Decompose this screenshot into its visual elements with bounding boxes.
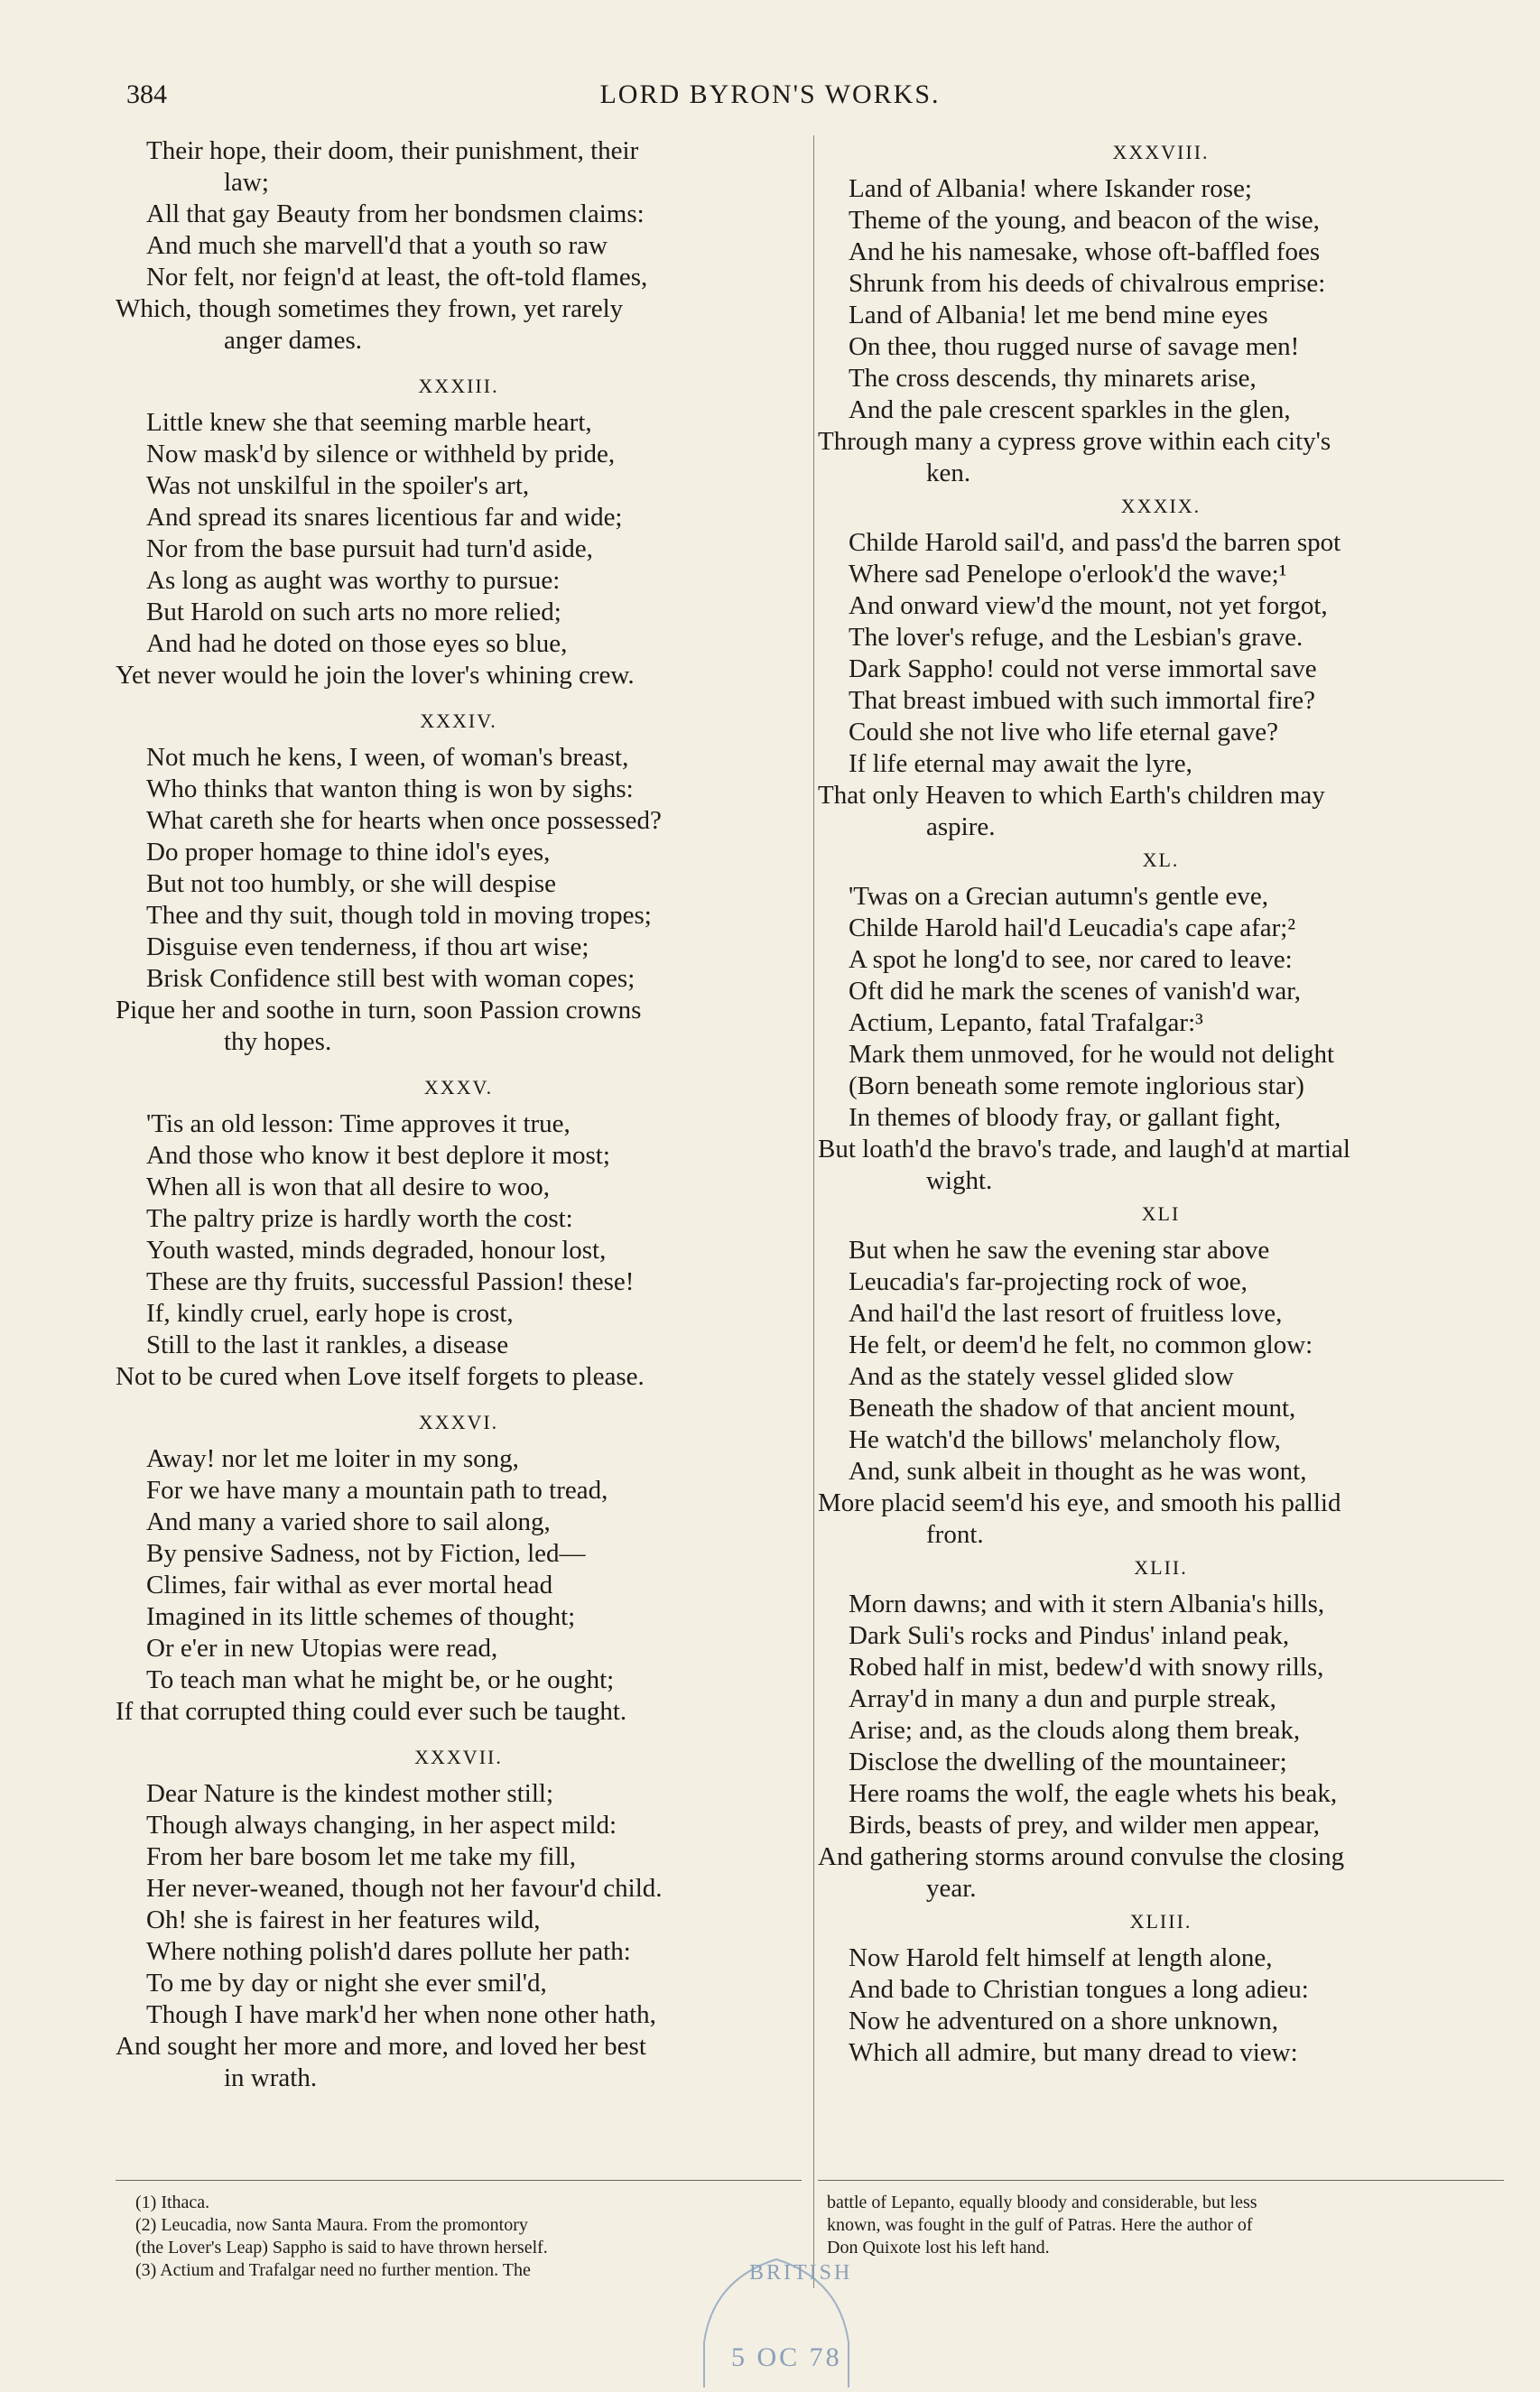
poem-line: By pensive Sadness, not by Fiction, led—	[146, 1539, 586, 1568]
poem-line: That breast imbued with such immortal fire?	[849, 686, 1316, 715]
stanza-xxxiv	[116, 709, 802, 1058]
stanza-xxxix	[818, 495, 1504, 843]
stanza-xxxiii	[116, 375, 802, 691]
poem-line: If life eternal may await the lyre,	[849, 749, 1192, 778]
poem-line: Youth wasted, minds degraded, honour lost,	[146, 1236, 607, 1265]
poem-line: And many a varied shore to sail along,	[146, 1507, 551, 1536]
poem-line: Oft did he mark the scenes of vanish'd war,	[849, 977, 1301, 1006]
poem-line: To teach man what he might be, or he ought;	[146, 1665, 615, 1694]
poem-line: Though always changing, in her aspect mild:	[146, 1811, 617, 1840]
stanza-xlii	[818, 1556, 1504, 1905]
stanza-numeral: XLIII.	[1129, 1910, 1192, 1933]
poem-line: ken.	[926, 459, 971, 487]
poem-line: These are thy fruits, successful Passion! these!	[146, 1267, 635, 1296]
poem-line: Do proper homage to thine idol's eyes,	[146, 838, 551, 867]
poem-line: Away! nor let me loiter in my song,	[146, 1444, 519, 1473]
poem-line: And bade to Christian tongues a long adieu:	[849, 1975, 1309, 2004]
stanza-xxxvii	[116, 1746, 802, 2094]
stanza-numeral: XL.	[1142, 848, 1180, 871]
poem-line: Or e'er in new Utopias were read,	[146, 1634, 498, 1663]
poem-line: Their hope, their doom, their punishment, their	[146, 136, 639, 165]
poem-line: Land of Albania! where Iskander rose;	[849, 174, 1252, 203]
poem-line: But Harold on such arts no more relied;	[146, 598, 561, 626]
poem-line: anger dames.	[224, 326, 362, 355]
poem-line: And the pale crescent sparkles in the glen,	[849, 395, 1291, 424]
poem-line: And onward view'd the mount, not yet forgot,	[849, 591, 1328, 620]
poem-line: Leucadia's far-projecting rock of woe,	[849, 1267, 1248, 1296]
poem-line: Theme of the young, and beacon of the wise,	[849, 206, 1320, 235]
poem-line: But not too humbly, or she will despise	[146, 869, 557, 898]
poem-line: On thee, thou rugged nurse of savage men!	[849, 332, 1300, 361]
poem-line: Which all admire, but many dread to view:	[849, 2038, 1298, 2067]
stanza-numeral: XXXV.	[423, 1076, 494, 1099]
poem-line: Her never-weaned, though not her favour'd child.	[146, 1874, 663, 1903]
poem-line: And much she marvell'd that a youth so raw	[146, 231, 608, 260]
poem-line: 'Twas on a Grecian autumn's gentle eve,	[849, 882, 1269, 911]
poem-line: And spread its snares licentious far and wide;	[146, 503, 623, 532]
poem-line: What careth she for hearts when once possessed?	[146, 806, 662, 835]
poem-line: From her bare bosom let me take my fill,	[146, 1842, 576, 1871]
poem-line: To me by day or night she ever smil'd,	[146, 1969, 547, 1998]
poem-line: Childe Harold hail'd Leucadia's cape afar;²	[849, 913, 1296, 942]
poem-line: Where nothing polish'd dares pollute her path:	[146, 1937, 631, 1966]
poem-line: All that gay Beauty from her bondsmen claims:	[146, 199, 645, 228]
stamp-date: 5 OC 78	[731, 2342, 842, 2372]
poem-line: Which, though sometimes they frown, yet rarely	[116, 294, 624, 323]
poem-line: front.	[926, 1520, 984, 1549]
poem-line: And gathering storms around convulse the closing	[818, 1842, 1345, 1871]
poem-line: The cross descends, thy minarets arise,	[849, 364, 1257, 393]
poem-line: Dark Suli's rocks and Pindus' inland peak,	[849, 1621, 1290, 1650]
poem-line: aspire.	[926, 812, 996, 841]
poem-line: For we have many a mountain path to tread,	[146, 1476, 608, 1505]
poem-line: Childe Harold sail'd, and pass'd the barren spot	[849, 528, 1341, 557]
stanza-numeral: XLII.	[1134, 1556, 1188, 1579]
left-column	[116, 135, 802, 2094]
poem-line: Now Harold felt himself at length alone,	[849, 1943, 1273, 1972]
poem-line: Land of Albania! let me bend mine eyes	[849, 301, 1268, 329]
poem-line: Oh! she is fairest in her features wild,	[146, 1905, 541, 1934]
continuation-stanza	[116, 135, 802, 357]
poem-line: Shrunk from his deeds of chivalrous emprise:	[849, 269, 1326, 298]
poem-line: Not much he kens, I ween, of woman's breast,	[146, 743, 629, 772]
stanza-numeral: XXXIII.	[418, 375, 499, 397]
stanza-xli	[818, 1202, 1504, 1551]
poem-line: Little knew she that seeming marble heart,	[146, 408, 592, 437]
poem-line: Where sad Penelope o'erlook'd the wave;¹	[849, 560, 1287, 589]
stanza-xxxvi	[116, 1411, 802, 1728]
page-number: 384	[126, 79, 167, 109]
poem-line: More placid seem'd his eye, and smooth his pallid	[818, 1488, 1341, 1517]
poem-line: And those who know it best deplore it most;	[146, 1141, 610, 1170]
poem-line: Dear Nature is the kindest mother still;	[146, 1779, 554, 1808]
poem-line: Birds, beasts of prey, and wilder men appear,	[849, 1811, 1321, 1840]
footnote: (the Lover's Leap) Sappho is said to have thrown herself.	[135, 2238, 548, 2258]
poem-line: Robed half in mist, bedew'd with snowy rills,	[849, 1653, 1324, 1682]
poem-line: Was not unskilful in the spoiler's art,	[146, 471, 530, 500]
poem-line: Imagined in its little schemes of thought;	[146, 1602, 576, 1631]
stanza-numeral: XXXIX.	[1120, 495, 1201, 517]
footnote: (3) Actium and Trafalgar need no further mention. The	[135, 2260, 531, 2280]
stanza-numeral: XXXVII.	[414, 1746, 503, 1768]
stamp-top-text: BRITISH	[749, 2261, 853, 2285]
poem-line: Now mask'd by silence or withheld by pride,	[146, 440, 616, 468]
footnote: Don Quixote lost his left hand.	[827, 2238, 1050, 2258]
footnotes-right	[827, 2192, 1504, 2259]
poem-line: Array'd in many a dun and purple streak,	[849, 1684, 1276, 1713]
poem-line: Arise; and, as the clouds along them break,	[849, 1716, 1301, 1745]
poem-line: That only Heaven to which Earth's children may	[818, 781, 1325, 810]
right-column	[818, 135, 1504, 2069]
footnote: battle of Lepanto, equally bloody and considerable, but less	[827, 2193, 1257, 2212]
page-header	[0, 79, 1540, 125]
poem-line: Though I have mark'd her when none other hath,	[146, 2000, 656, 2029]
poem-line: Mark them unmoved, for he would not delight	[849, 1040, 1335, 1069]
stanza-xliii	[818, 1910, 1504, 2069]
poem-line: And hail'd the last resort of fruitless love,	[849, 1299, 1283, 1328]
poem-line: Not to be cured when Love itself forgets to please.	[116, 1362, 645, 1391]
poem-line: year.	[926, 1874, 977, 1903]
poem-line: Nor felt, nor feign'd at least, the oft-told flames,	[146, 263, 648, 292]
poem-line: And as the stately vessel glided slow	[849, 1362, 1234, 1391]
poem-line: (Born beneath some remote inglorious star)	[849, 1071, 1304, 1100]
poem-line: The paltry prize is hardly worth the cost:	[146, 1204, 573, 1233]
poem-line: Brisk Confidence still best with woman copes;	[146, 964, 635, 993]
poem-line: Disguise even tenderness, if thou art wise;	[146, 932, 589, 961]
poem-line: Through many a cypress grove within each city's	[818, 427, 1331, 456]
poem-line: But when he saw the evening star above	[849, 1236, 1270, 1265]
poem-line: 'Tis an old lesson: Time approves it true,	[146, 1109, 571, 1138]
poem-line: Dark Sappho! could not verse immortal save	[849, 654, 1317, 683]
poem-line: And he his namesake, whose oft-baffled foes	[849, 237, 1321, 266]
poem-line: Climes, fair withal as ever mortal head	[146, 1571, 553, 1599]
stanza-numeral: XXXVI.	[418, 1411, 499, 1433]
poem-line: Actium, Lepanto, fatal Trafalgar:³	[849, 1008, 1203, 1037]
stanza-xxxviii	[818, 141, 1504, 489]
poem-line: If that corrupted thing could ever such be taught.	[116, 1697, 627, 1726]
poem-line: Beneath the shadow of that ancient mount,	[849, 1394, 1296, 1423]
footnote: (2) Leucadia, now Santa Maura. From the promontory	[135, 2215, 528, 2235]
running-title: LORD BYRON'S WORKS.	[599, 79, 941, 109]
poem-line: Could she not live who life eternal gave?	[849, 718, 1278, 746]
stanza-xl	[818, 848, 1504, 1197]
poem-line: in wrath.	[224, 2063, 318, 2092]
stanza-xxxv	[116, 1076, 802, 1393]
poem-line: Who thinks that wanton thing is won by sighs:	[146, 774, 634, 803]
poem-line: He watch'd the billows' melancholy flow,	[849, 1425, 1281, 1454]
footnote: known, was fought in the gulf of Patras. Here the author of	[827, 2215, 1253, 2235]
poem-line: Yet never would he join the lover's whining crew.	[116, 661, 635, 690]
poem-line: And, sunk albeit in thought as he was wont,	[849, 1457, 1307, 1486]
poem-line: thy hopes.	[224, 1027, 332, 1056]
poem-line: Morn dawns; and with it stern Albania's hills,	[849, 1590, 1325, 1618]
poem-line: wight.	[926, 1166, 993, 1195]
poem-line: Thee and thy suit, though told in moving tropes;	[146, 901, 652, 930]
poem-line: Still to the last it rankles, a disease	[146, 1330, 509, 1359]
poem-line: He felt, or deem'd he felt, no common glow:	[849, 1330, 1313, 1359]
poem-line: Now he adventured on a shore unknown,	[849, 2007, 1278, 2035]
poem-line: When all is won that all desire to woo,	[146, 1173, 550, 1201]
footnote: (1) Ithaca.	[135, 2193, 210, 2212]
footnote-rule-right	[818, 2180, 1504, 2181]
poem-line: If, kindly cruel, early hope is crost,	[146, 1299, 514, 1328]
poem-line: And had he doted on those eyes so blue,	[146, 629, 568, 658]
poem-line: And sought her more and more, and loved her best	[116, 2032, 646, 2061]
poem-line: law;	[224, 168, 269, 197]
poem-line: As long as aught was worthy to pursue:	[146, 566, 561, 595]
poem-line: Here roams the wolf, the eagle whets his beak,	[849, 1779, 1338, 1808]
stanza-numeral: XLI	[1141, 1202, 1181, 1225]
poem-line: Pique her and soothe in turn, soon Passion crowns	[116, 996, 642, 1024]
poem-line: Disclose the dwelling of the mountaineer;	[849, 1748, 1287, 1776]
footnote-rule-left	[116, 2180, 802, 2181]
poem-line: Nor from the base pursuit had turn'd aside,	[146, 534, 593, 563]
poem-line: A spot he long'd to see, nor cared to leave:	[849, 945, 1293, 974]
stanza-numeral: XXXIV.	[420, 709, 497, 732]
poem-line: The lover's refuge, and the Lesbian's grave.	[849, 623, 1303, 652]
poem-line: But loath'd the bravo's trade, and laugh'd at martial	[818, 1135, 1350, 1164]
column-divider	[813, 135, 814, 2288]
stanza-numeral: XXXVIII.	[1112, 141, 1210, 163]
poem-line: In themes of bloody fray, or gallant fight,	[849, 1103, 1281, 1132]
library-stamp	[677, 2252, 876, 2387]
